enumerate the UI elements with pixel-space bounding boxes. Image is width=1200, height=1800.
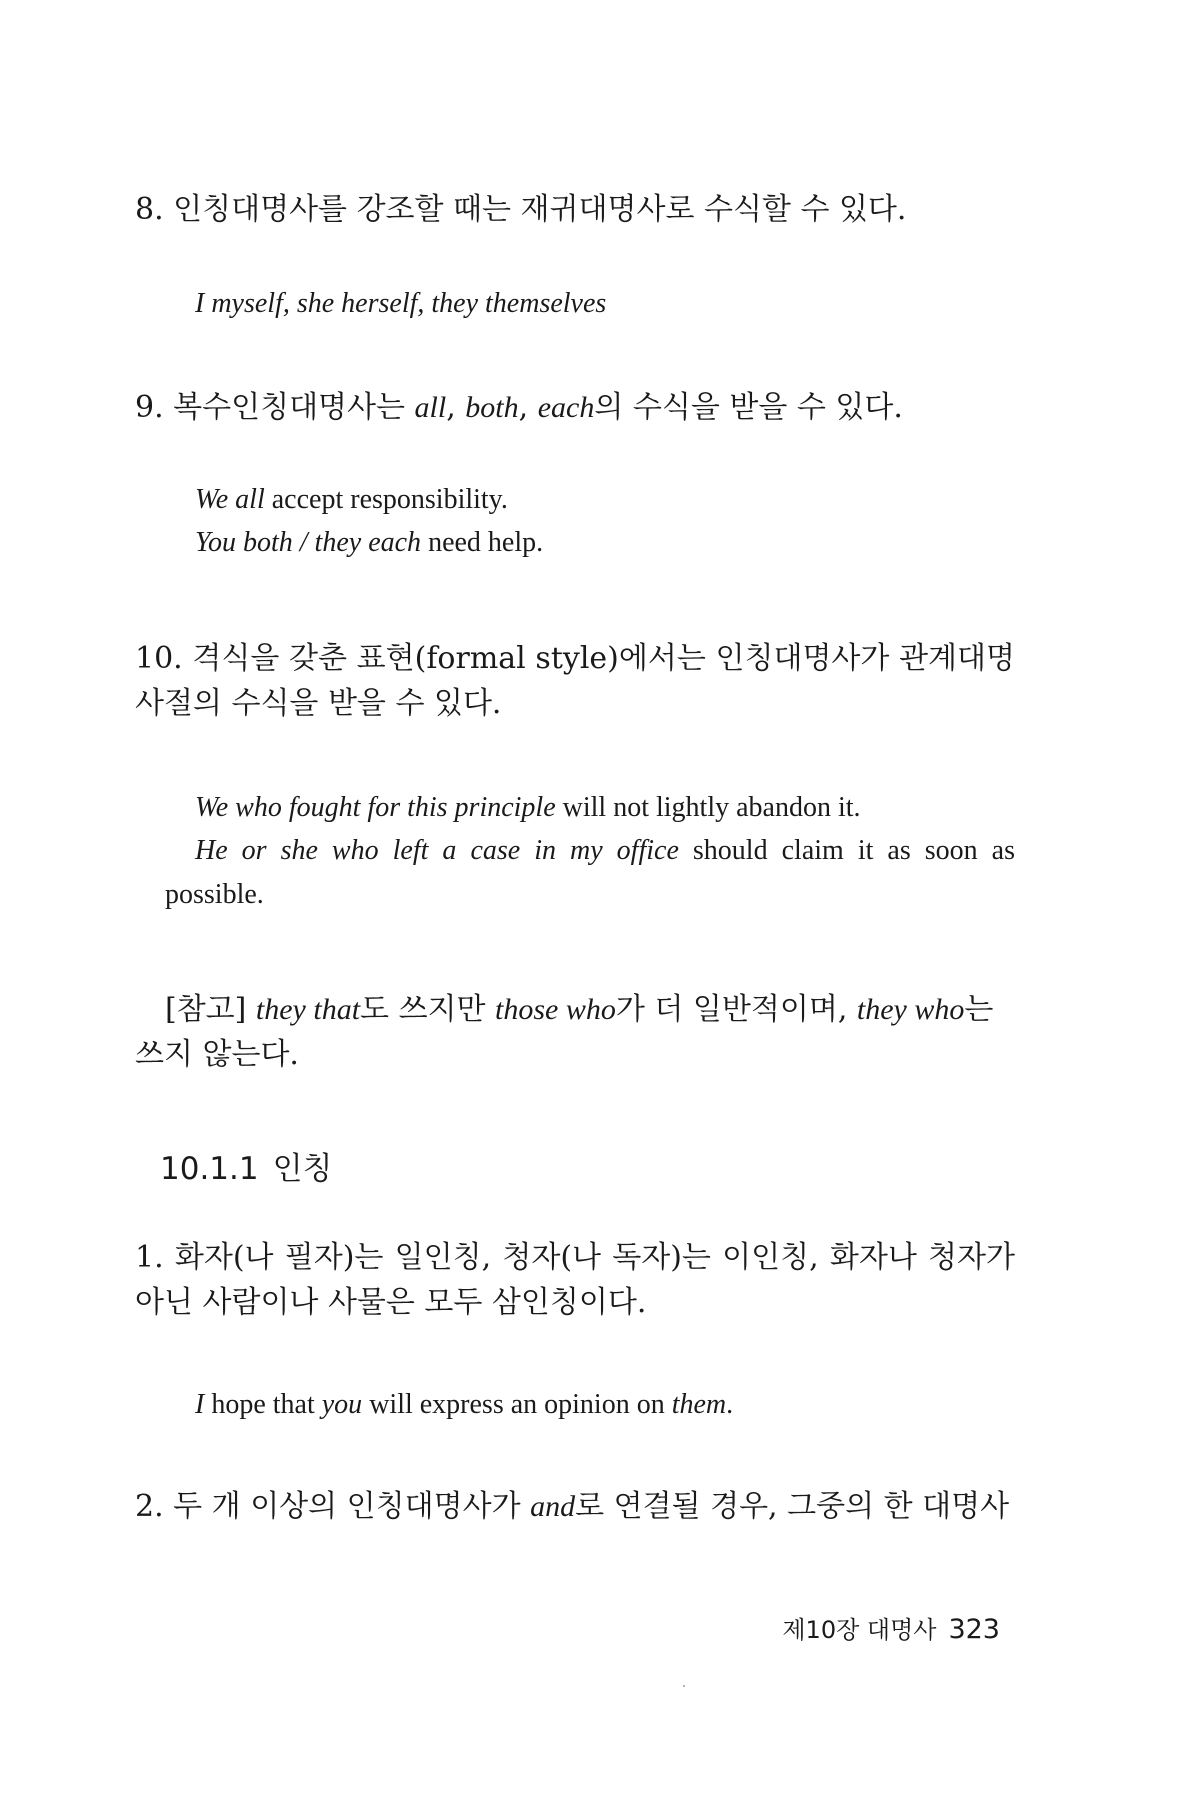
rule-9-term-both: both <box>465 391 519 424</box>
rule-10 <box>135 636 1015 726</box>
page-footer <box>782 1610 1000 1645</box>
note-term: they that <box>255 993 361 1026</box>
note-label: [참고] <box>165 992 256 1027</box>
rule-8-example <box>195 282 1015 325</box>
scan-speck <box>683 1685 685 1687</box>
note-text: 도 쓰지만 <box>360 992 496 1027</box>
rule-10-example-2-continued: possible. <box>165 878 264 910</box>
example-text: will express an opinion on <box>362 1389 672 1420</box>
example-text: . <box>726 1389 734 1420</box>
rule-9-text-post: 의 수식을 받을 수 있다. <box>594 390 903 425</box>
example-italic: He or she who left a case in my office <box>195 835 679 867</box>
item-1 <box>135 1235 1015 1325</box>
rule-9-text-pre: 9. 복수인칭대명사는 <box>135 390 415 425</box>
example-text: will not lightly abandon it. <box>555 792 861 823</box>
rule-9-example-1 <box>195 478 1015 521</box>
rule-10-text: 10. 격식을 갖춘 표현(formal style)에서는 인칭대명사가 관계대명사절의 수식을 받을 수 있다. <box>135 641 1015 721</box>
rule-10-example-2 <box>195 829 1015 872</box>
rule-9-examples <box>195 478 1015 565</box>
rule-10-example-1 <box>195 786 1015 829</box>
example-italic: We who fought for this principle <box>195 792 556 823</box>
section-number: 10.1.1 <box>160 1151 259 1187</box>
rule-8 <box>135 187 1015 232</box>
section-heading <box>160 1143 347 1188</box>
example-italic: I <box>195 1389 205 1420</box>
rule-9-example-2 <box>195 521 1015 564</box>
item-1-example <box>195 1383 1015 1426</box>
item-2-text-pre: 2. 두 개 이상의 인칭대명사가 <box>135 1489 531 1524</box>
note-term: they who <box>856 993 965 1026</box>
example-text: hope that <box>204 1389 322 1420</box>
example-text: should claim it as soon as <box>678 835 1015 867</box>
example-italic: We all <box>195 484 265 515</box>
note-text: 가 더 일반적이며, <box>615 992 857 1027</box>
rule-9-term-each: each <box>537 391 595 424</box>
rule-9-term-all: all <box>414 391 447 424</box>
section-title: 인칭 <box>272 1151 333 1187</box>
example-italic: you <box>321 1389 363 1420</box>
rule-9 <box>135 385 1015 430</box>
example-italic: You both / they each <box>195 527 422 559</box>
rule-8-text: 8. 인칭대명사를 강조할 때는 재귀대명사로 수식할 수 있다. <box>135 192 907 227</box>
item-2 <box>135 1484 1015 1529</box>
item-1-text: 1. 화자(나 필자)는 일인칭, 청자(나 독자)는 이인칭, 화자나 청자가 아닌 사람이나 사물은 모두 삼인칭이다. <box>135 1240 1015 1320</box>
example-text: need help. <box>421 527 544 559</box>
item-2-text-post: 로 연결될 경우, 그중의 한 대명사 <box>575 1489 1010 1524</box>
rule-9-sep: , <box>518 390 538 425</box>
note-term: those who <box>495 993 616 1026</box>
rule-9-sep: , <box>446 390 466 425</box>
example-text: accept responsibility. <box>264 484 508 515</box>
item-2-term-and: and <box>530 1490 576 1523</box>
item-1-example-text <box>195 1383 1015 1426</box>
note-reference <box>135 987 1015 1077</box>
note-text: 는 쓰지 않는다. <box>135 992 994 1072</box>
page-number: 323 <box>948 1614 1000 1645</box>
example-italic: them <box>671 1389 727 1420</box>
chapter-label: 제10장 대명사 <box>782 1616 937 1644</box>
rule-10-examples <box>165 786 1015 916</box>
rule-8-example-text: I myself, she herself, they themselves <box>195 288 607 319</box>
